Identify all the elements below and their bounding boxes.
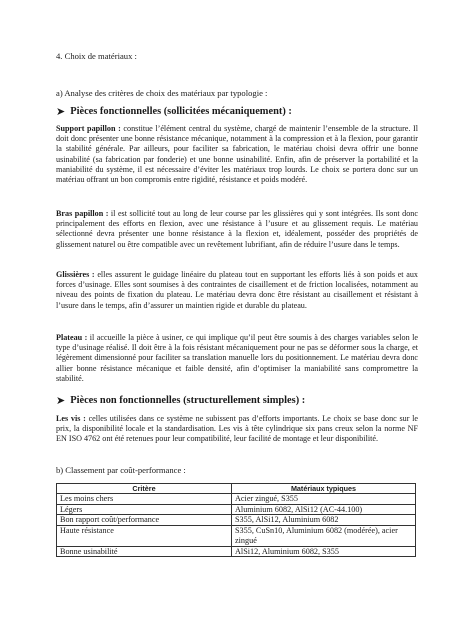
text-glissieres: elles assurent le guidage linéaire du plateau tout en supportant les efforts liés à son poids et aux forces d’usinage. Elles sont soumises à des contraintes de cisaillement et de friction localisées, notamment au niveau des points de fixation du plateau. Le matériau devra donc être résistant au cisaillement et résistant à l’usure dans le temps, afin d’assurer un maintien rigide et durable du plateau. (56, 270, 418, 310)
arrow-bullet-icon: ➤ (56, 105, 66, 118)
table-row (57, 515, 416, 526)
table-row (57, 504, 416, 515)
paragraph-plateau (56, 333, 418, 384)
column-header-materiaux: Matériaux typiques (232, 484, 416, 494)
table-row (57, 546, 416, 557)
table-cell: Les moins chers (57, 494, 232, 505)
paragraph-vis (56, 414, 418, 445)
table-row (57, 526, 416, 546)
term-plateau: Plateau : (56, 333, 88, 342)
text-vis: celles utilisées dans ce système ne subissent pas d’efforts importants. Le choix se base donc sur le prix, la disponibilité locale et la standardisation. Les vis à tête cylindrique six pans creux selon la norme NF EN ISO 4762 ont été retenues pour leur compatibilité, leur facilité de montage et leur disponibilité. (56, 414, 418, 444)
subsection-b-title: b) Classement par coût-performance : (56, 465, 186, 475)
table-cell: S355, AlSi12, Aluminium 6082 (232, 515, 416, 526)
cost-performance-table (56, 483, 416, 557)
column-header-critere: Critère (57, 484, 232, 494)
functional-parts-heading (56, 105, 292, 118)
text-support-papillon: constitue l’élément central du système, chargé de maintenir l’ensemble de la structure. Il doit donc présenter une bonne résistance mécanique, notamment à la compression et à la flexion, pour garantir la stabilité générale. Par ailleurs, pour faciliter sa fabrication, le matériau choisi devra offrir une bonne usinabilité (sa fabrication par fonderie) et une bonne usinabilité. Enfin, afin de préserver la portabilité et la maniabilité du système, il est nécessaire d’éviter les matériaux trop lourds. Le choix se portera donc sur un matériau offrant un bon compromis entre rigidité, résistance et poids modéré. (56, 124, 419, 185)
table-cell: Acier zingué, S355 (232, 494, 416, 505)
non-functional-parts-title: Pièces non fonctionnelles (structurellement simples) : (70, 395, 306, 406)
paragraph-bras-papillon (56, 209, 418, 250)
text-plateau: il accueille la pièce à usiner, ce qui implique qu’il peut être soumis à des charges variables selon le type d’usinage réalisé. Il doit être à la fois résistant mécaniquement pour ne pas se déformer sous la charge, et légèrement dimensionné pour faciliter sa translation manuelle lors du positionnement. Le matériau devra donc allier bonne résistance mécanique et faible densité, afin d’optimiser la maniabilité sans compromettre la stabilité. (56, 333, 418, 383)
term-bras-papillon: Bras papillon : (56, 209, 109, 218)
non-functional-parts-heading (56, 394, 305, 407)
paragraph-support-papillon (56, 124, 418, 185)
table-cell: Bonne usinabilité (57, 546, 232, 557)
term-vis: Les vis : (56, 414, 86, 423)
table-cell: Aluminium 6082, AlSi12 (AC-44.100) (232, 504, 416, 515)
table-header-row (57, 484, 416, 494)
arrow-bullet-icon: ➤ (56, 394, 66, 407)
term-support-papillon: Support papillon : (56, 124, 121, 133)
table-cell: Légers (57, 504, 232, 515)
paragraph-glissieres (56, 270, 418, 311)
table-row (57, 494, 416, 505)
section-number: 4. Choix de matériaux : (56, 51, 137, 61)
term-glissieres: Glissières : (56, 270, 95, 279)
text-bras-papillon: il est sollicité tout au long de leur course par les glissières qui y sont intégrées. Ils sont donc principalement des efforts en flexion, avec une résistance à l’usure et au glissement requis. Le matériau sélectionné devra présenter une bonne résistance à la flexion et, idéalement, posséder des propriétés de glissement naturel ou être compatible avec un revêtement lubrifiant, afin de réduire l’usure dans le temps. (56, 209, 418, 249)
table-cell: S355, CuSn10, Aluminium 6082 (modérée), acier zingué (232, 526, 416, 546)
subsection-a-title: a) Analyse des critères de choix des matériaux par typologie : (56, 88, 268, 98)
table-cell: Bon rapport coût/performance (57, 515, 232, 526)
table-cell: Haute résistance (57, 526, 232, 546)
table-cell: AlSi12, Aluminium 6082, S355 (232, 546, 416, 557)
functional-parts-title: Pièces fonctionnelles (sollicitées mécaniquement) : (70, 106, 292, 117)
